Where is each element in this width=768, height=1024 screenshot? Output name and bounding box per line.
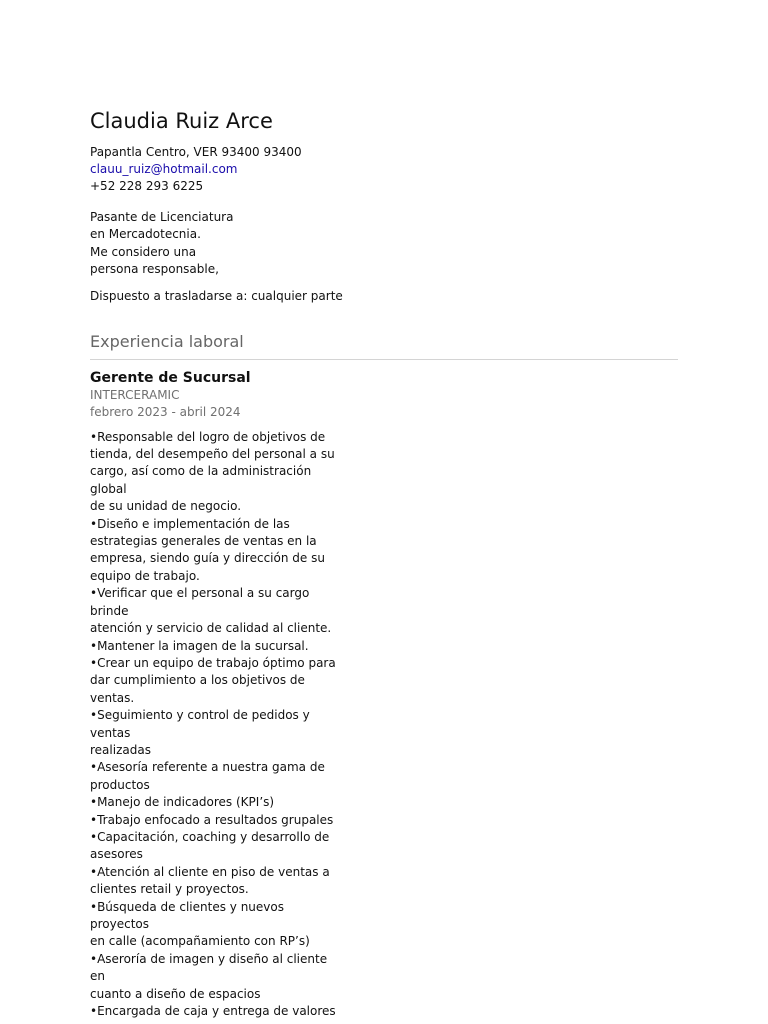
section-title-experience: Experiencia laboral [90,331,678,360]
duty-line: •Mantener la imagen de la sucursal. [90,638,309,653]
summary [90,209,678,279]
job-title: Gerente de Sucursal [90,369,251,386]
duty-line: productos [90,777,150,792]
duty-line: •Aseroría de imagen y diseño al cliente en [90,951,328,984]
email-link[interactable]: clauu_ruiz@hotmail.com [90,162,238,176]
duty-line: empresa, siendo guía y dirección de su [90,551,325,566]
duty-line: •Encargada de caja y entrega de valores [90,1004,336,1019]
candidate-name: Claudia Ruiz Arce [90,109,273,133]
duty-line: dar cumplimiento a los objetivos de ventas. [90,673,305,705]
job-duties [90,429,345,1021]
duty-line: de su unidad de negocio. [90,499,242,514]
duty-line: •Búsqueda de clientes y nuevos proyectos [90,899,284,931]
duty-line: estrategias generales de ventas en la [90,534,317,549]
company-name: INTERCERAMIC [90,387,180,402]
duty-line: •Diseño e implementación de las [90,516,290,531]
phone: +52 228 293 6225 [90,179,204,193]
duty-line: atención y servicio de calidad al cliente. [90,621,332,636]
job-entry [90,369,678,1021]
duty-line: clientes retail y proyectos. [90,882,249,897]
summary-line: Me considero una [90,244,197,259]
summary-line: persona responsable, [90,262,219,277]
duty-line: •Capacitación, coaching y desarrollo de [90,829,330,844]
summary-line: en Mercadotecnia. [90,227,201,242]
duty-line: tienda, del desempeño del personal a su [90,447,335,462]
duty-line: •Responsable del logro de objetivos de [90,429,326,444]
relocation-preference: Dispuesto a trasladarse a: cualquier parte [90,288,343,303]
job-dates: febrero 2023 - abril 2024 [90,404,241,419]
duty-line: •Atención al cliente en piso de ventas a [90,864,330,879]
duty-line: realizadas [90,742,151,757]
address: Papantla Centro, VER 93400 93400 [90,145,302,159]
duty-line: •Verificar que el personal a su cargo brinde [90,586,310,618]
resume-page [90,106,678,1020]
duty-line: •Manejo de indicadores (KPI’s) [90,795,275,810]
duty-line: •Crear un equipo de trabajo óptimo para [90,655,336,670]
duty-line: cuanto a diseño de espacios [90,986,261,1001]
duty-line: en calle (acompañamiento con RP’s) [90,934,310,949]
duty-line: •Trabajo enfocado a resultados grupales [90,812,334,827]
duty-line: equipo de trabajo. [90,568,200,583]
duty-line: asesores [90,847,143,862]
duty-line: •Seguimiento y control de pedidos y ventas [90,708,310,740]
summary-line: Pasante de Licenciatura [90,210,234,224]
duty-line: •Asesoría referente a nuestra gama de [90,760,325,775]
duty-line: cargo, así como de la administración global [90,464,312,496]
